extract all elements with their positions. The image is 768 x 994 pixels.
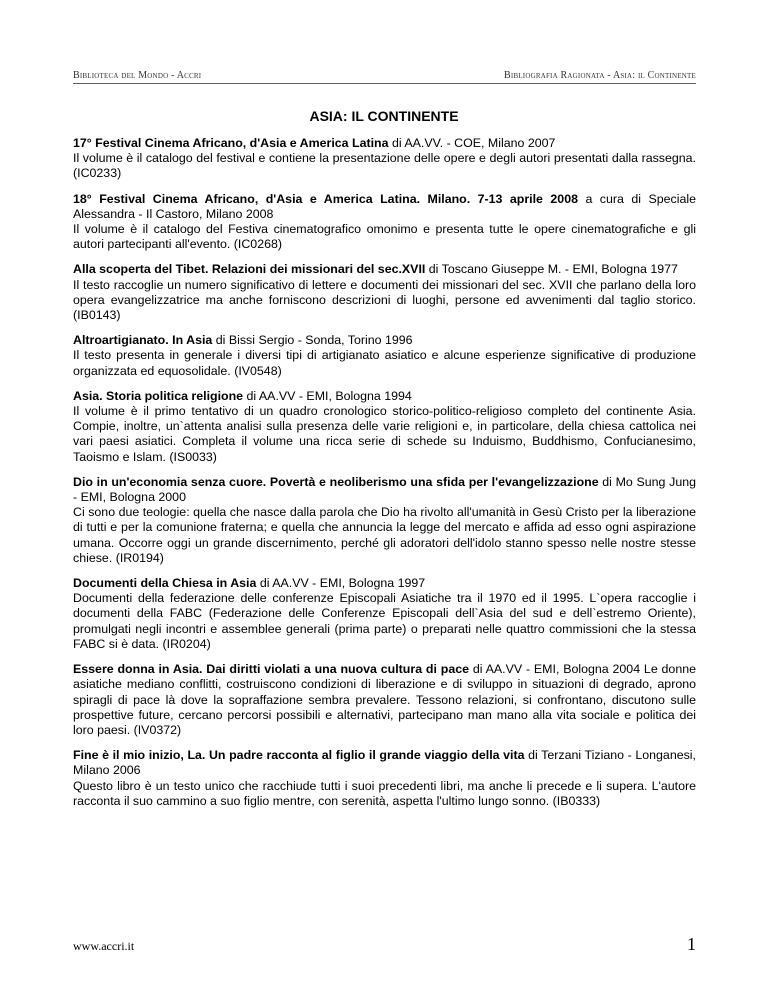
entry-meta: di Mo Sung Jung - EMI, Bologna 2000 [73,474,696,505]
entry-title: Dio in un'economia senza cuore. Povertà e neoliberismo una sfida per l'evangelizzazione [73,474,599,489]
entry-title: Altroartigianato. In Asia [73,333,213,348]
entry-description: Il testo raccoglie un numero significativo di lettere e documenti dei missionari del sec. XVII che parlano della loro opera evangelizzatrice ma anche forniscono descrizioni di luoghi, persone ed avvenimenti dal taglio storico. (IB0143) [73,277,696,323]
entry-meta: di Bissi Sergio - Sonda, Torino 1996 [212,333,413,348]
entry-title: Documenti della Chiesa in Asia [73,576,257,591]
entry-description: Questo libro è un testo unico che racchiude tutti i suoi precedenti libri, ma anche li precede e li supera. L'autore racconta il suo cammino a suo figlio mentre, con serenità, aspetta l'ultimo lungo sonno. (IB0333) [73,778,696,808]
entry-title: Fine è il mio inizio, La. Un padre racconta al figlio il grande viaggio della vita [73,748,525,763]
entry-description: Ci sono due teologie: quella che nasce dalla parola che Dio ha rivolto all'umanità in Gesù Cristo per la liberazione di tutti e per la comunione fraterna; e quella che annuncia la legge del mercato e affida ad esso ogni aspirazione umana. Occorre oggi un grande discernimento, perché gli adoratori dell'idolo stanno spesso nelle nostre stesse chiese. (IR0194) [73,505,696,565]
entry-description: Le donne asiatiche mediano conflitti, costruiscono condizioni di liberazione e di sviluppo in situazioni di degrado, aprono spiragli di pace là dove la sopraffazione sembra prevalere. Tessono relazioni, si confrontano, discutono sulle prospettive future, cercano percorsi possibili e alternativi, partecipano man mano alla vita sociale e politica dei loro paesi. (IV0372) [73,662,696,737]
bibliography-entry [73,662,696,738]
entry-description: Documenti della federazione delle conferenze Episcopali Asiatiche tra il 1970 ed il 1995. L`opera raccoglie i documenti della FABC (Federazione delle Conferenze Episcopali dell`Asia del sud e dell`estremo Oriente), promulgati negli incontri e assemblee generali (prima parte) o preparati nelle quattro commissioni che la stessa FABC si è data. (IR0204) [73,591,696,651]
header-divider [73,83,696,84]
entry-meta: di AA.VV. - COE, Milano 2007 [388,136,556,150]
entry-description: Il testo presenta in generale i diversi tipi di artigianato asiatico e alcune esperienze significative di produzione organizzata ed equosolidale. (IV0548) [73,348,696,378]
entry-meta: di Toscano Giuseppe M. - EMI, Bologna 1977 [425,262,678,277]
entry-meta: di AA.VV - EMI, Bologna 1997 [256,576,426,591]
bibliography-entry [73,475,696,566]
bibliography-entry [73,389,696,465]
entry-description: Il volume è il catalogo del Festiva cinematografico omonimo e presenta tutte le opere cinematografiche e gli autori partecipanti all'evento. (IC0268) [73,222,696,252]
entry-meta: a cura di Speciale Alessandra - Il Castoro, Milano 2008 [73,191,696,221]
page-title: ASIA: IL CONTINENTE [309,108,459,124]
page-number: 1 [687,934,696,954]
bibliography-entry [73,333,696,379]
entry-title: Alla scoperta del Tibet. Relazioni dei missionari del sec.XVII [73,262,426,277]
entry-title: 17° Festival Cinema Africano, d'Asia e America Latina [73,136,389,150]
bibliography-list [73,136,696,819]
bibliography-entry [73,262,696,323]
entry-description: Il volume è il catalogo del festival e contiene la presentazione delle opere e degli autori presentati dalla rassegna. (IC0233) [73,151,696,181]
bibliography-entry [73,192,696,253]
running-header-right: Bibliografia Ragionata - Asia: il Continente [504,70,696,81]
footer-url: www.accri.it [73,939,135,953]
entry-title: 18° Festival Cinema Africano, d'Asia e America Latina. Milano. 7-13 aprile 2008 [73,191,578,206]
bibliography-entry [73,576,696,652]
bibliography-entry [73,136,696,182]
entry-title: Essere donna in Asia. Dai diritti violati a una nuova cultura di pace [73,662,469,677]
entry-meta: di Terzani Tiziano - Longanesi, Milano 2006 [73,748,696,778]
entry-description: Il volume è il primo tentativo di un quadro cronologico storico-politico-religioso completo del continente Asia. Compie, inoltre, un`attenta analisi sulla presenza delle varie religioni e, in particolare, della chiesa cattolica nei vari paesi asiatici. Completa il volume una ricca serie di schede su Induismo, Buddhismo, Confucianesimo, Taoismo e Islam. (IS0033) [73,404,696,464]
entry-title: Asia. Storia politica religione [73,388,244,403]
entry-meta: di AA.VV - EMI, Bologna 1994 [243,388,412,403]
entry-meta: di AA.VV - EMI, Bologna 2004 [469,662,641,677]
bibliography-entry [73,748,696,809]
running-header-left: Biblioteca del Mondo - Accri [73,70,202,81]
